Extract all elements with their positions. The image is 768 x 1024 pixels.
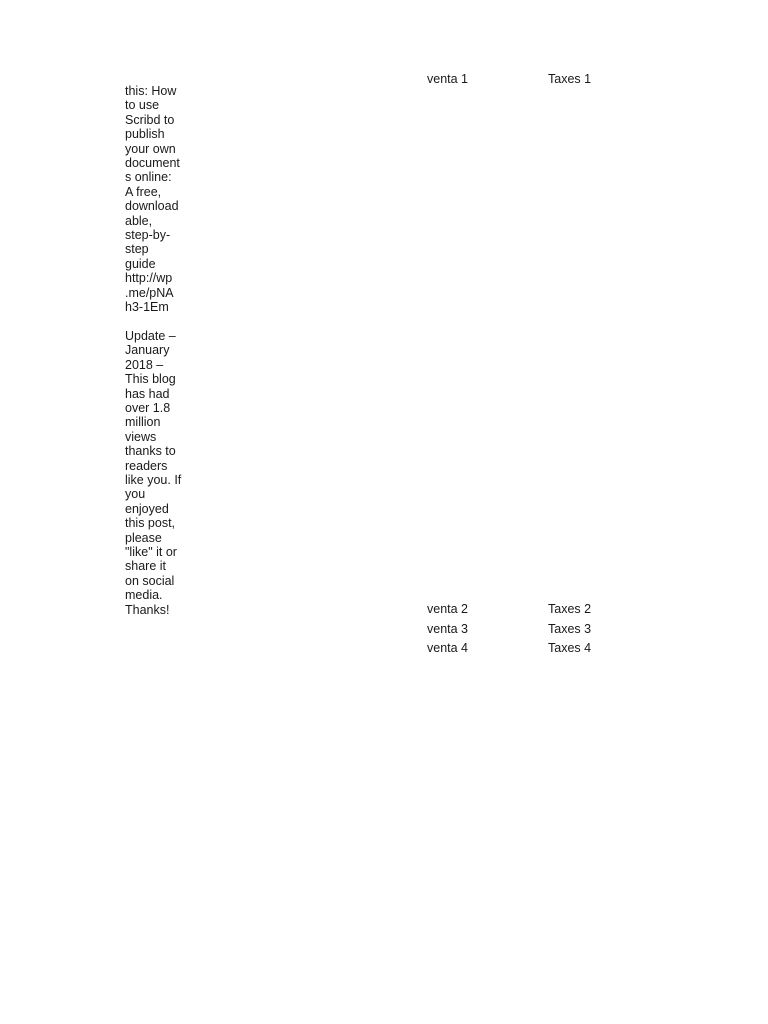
wrapped-text-cell: this: How to use Scribd to publish your own document s online: A free, download able, step-by- step guide http://wp .me/pNA h3-1Em Update – January 2018 – This blog has had over 1.8 million views thanks to readers like you. If you enjoyed this post, please "like" it or share it on social media. Thanks! — [125, 84, 182, 617]
cell-taxes-1: Taxes 1 — [548, 72, 592, 86]
cell-taxes-4: Taxes 4 — [548, 641, 592, 655]
cell-taxes-3: Taxes 3 — [548, 622, 592, 636]
cell-venta-2: venta 2 — [427, 602, 469, 616]
cell-venta-1: venta 1 — [427, 72, 469, 86]
cell-venta-4: venta 4 — [427, 641, 469, 655]
cell-venta-3: venta 3 — [427, 622, 469, 636]
cell-taxes-2: Taxes 2 — [548, 602, 592, 616]
